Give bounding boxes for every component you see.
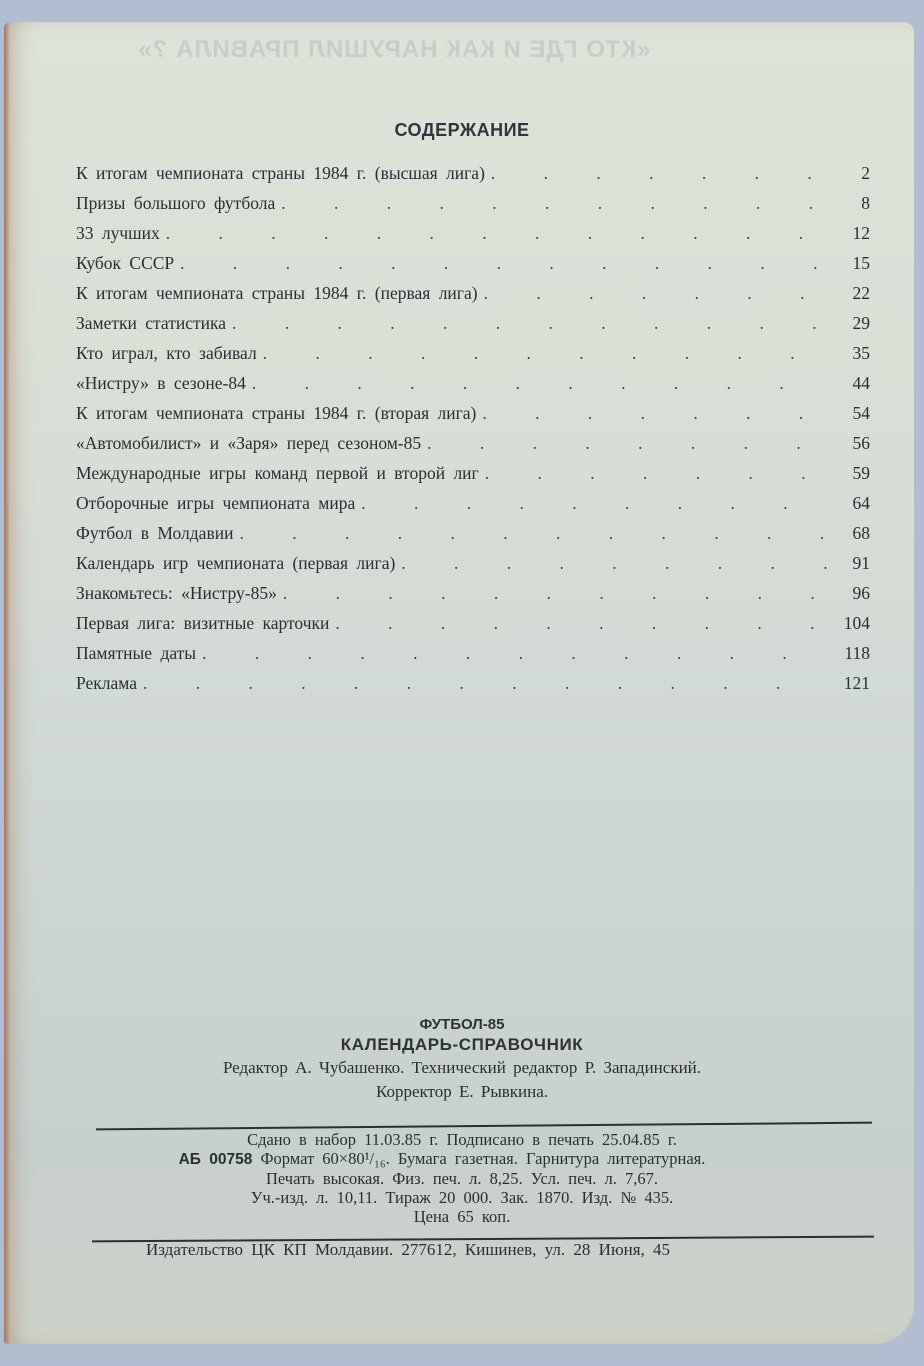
- toc-entry-page: 22: [852, 283, 870, 303]
- toc-entry-title: К итогам чемпионата страны 1984 г. (высшая лига): [76, 163, 485, 183]
- toc-entry: [76, 308, 870, 338]
- toc-entry: [76, 608, 870, 638]
- toc-entry: [76, 218, 870, 248]
- toc-entry-title: Календарь игр чемпионата (первая лига): [76, 553, 396, 573]
- toc-entry-title: Кубок СССР: [76, 253, 175, 273]
- dot-leader: [202, 638, 830, 668]
- toc-entry-title: Памятные даты: [76, 643, 197, 663]
- toc-entry: [76, 188, 870, 218]
- toc-entry-page: 56: [852, 433, 870, 453]
- dot-leader: [335, 608, 830, 638]
- dot-leader: [252, 368, 830, 398]
- toc-entry: [76, 278, 870, 308]
- toc-entry: [76, 578, 870, 608]
- toc-entry-page: 12: [852, 223, 870, 243]
- book-subtitle: КАЛЕНДАРЬ-СПРАВОЧНИК: [340, 1035, 584, 1054]
- toc-entry-page: 44: [852, 373, 870, 393]
- toc-entry-page: 64: [852, 493, 870, 513]
- toc-entry-title: К итогам чемпионата страны 1984 г. (первая лига): [76, 283, 478, 303]
- dot-leader: [361, 488, 830, 518]
- license-code: АБ 00758: [178, 1151, 253, 1168]
- print-specs: [0, 1130, 924, 1226]
- toc-entry: [76, 368, 870, 398]
- dot-leader: [427, 428, 830, 458]
- toc-entry-page: 54: [852, 403, 870, 423]
- toc-entry-title: К итогам чемпионата страны 1984 г. (вторая лига): [76, 403, 477, 423]
- editors-credit: Редактор А. Чубашенко. Технический редактор Р. Западинский.: [222, 1058, 702, 1077]
- typesetting-dates: Сдано в набор 11.03.85 г. Подписано в печать 25.04.85 г.: [247, 1130, 677, 1149]
- dot-leader: [281, 188, 830, 218]
- toc-entry: [76, 158, 870, 188]
- toc-entry-page: 8: [861, 193, 870, 213]
- toc-entry-title: «Автомобилист» и «Заря» перед сезоном-85: [76, 433, 422, 453]
- bleed-through-text: «КТО ГДЕ И КАК НАРУШИЛ ПРАВИЛА ?»: [137, 36, 651, 63]
- dot-leader: [263, 338, 830, 368]
- toc-entry-title: 33 лучших: [76, 223, 160, 243]
- dot-leader: [484, 278, 830, 308]
- toc-entry-title: Заметки статистика: [76, 313, 227, 333]
- dot-leader: [239, 518, 830, 548]
- format-details: Формат 60×80¹/₁₆. Бумага газетная. Гарнитура литературная.: [260, 1149, 706, 1168]
- toc-entry: [76, 248, 870, 278]
- proofreader-credit: Корректор Е. Рывкина.: [375, 1082, 549, 1101]
- dot-leader: [485, 458, 830, 488]
- print-sheets: Печать высокая. Физ. печ. л. 8,25. Усл. печ. л. 7,67.: [265, 1169, 659, 1188]
- imprint-block: [0, 1016, 924, 1104]
- dot-leader: [166, 218, 830, 248]
- toc-entry-page: 59: [852, 463, 870, 483]
- toc-entry-page: 15: [852, 253, 870, 273]
- toc-entry-page: 68: [852, 523, 870, 543]
- dot-leader: [180, 248, 830, 278]
- toc-entry: [76, 548, 870, 578]
- toc-entry-title: Футбол в Молдавии: [76, 523, 234, 543]
- print-run: Уч.-изд. л. 10,11. Тираж 20 000. Зак. 1870. Изд. № 435.: [250, 1188, 674, 1207]
- price: Цена 65 коп.: [413, 1207, 511, 1226]
- table-of-contents: [76, 158, 870, 698]
- toc-entry: [76, 428, 870, 458]
- format-line: [0, 1149, 924, 1169]
- dot-leader: [482, 398, 830, 428]
- toc-entry-title: Призы большого футбола: [76, 193, 276, 213]
- toc-entry-title: Знакомьтесь: «Нистру-85»: [76, 583, 277, 603]
- toc-entry-title: Реклама: [76, 673, 137, 693]
- toc-entry-title: Первая лига: визитные карточки: [76, 613, 330, 633]
- toc-entry-page: 121: [843, 673, 870, 693]
- toc-entry: [76, 638, 870, 668]
- dot-leader: [232, 308, 830, 338]
- dot-leader: [491, 158, 830, 188]
- dot-leader: [143, 668, 830, 698]
- toc-entry-page: 29: [852, 313, 870, 333]
- toc-entry-title: «Нистру» в сезоне-84: [76, 373, 246, 393]
- toc-entry-page: 2: [861, 163, 870, 183]
- book-title: ФУТБОЛ-85: [419, 1016, 505, 1033]
- toc-entry-title: Кто играл, кто забивал: [76, 343, 257, 363]
- toc-entry-page: 104: [843, 613, 870, 633]
- toc-entry: [76, 338, 870, 368]
- toc-entry-page: 91: [852, 553, 870, 573]
- dot-leader: [283, 578, 830, 608]
- toc-entry: [76, 398, 870, 428]
- toc-entry-page: 118: [844, 643, 870, 663]
- toc-entry: [76, 458, 870, 488]
- toc-entry-page: 96: [852, 583, 870, 603]
- toc-entry-title: Международные игры команд первой и второй лиг: [76, 463, 479, 483]
- toc-title: СОДЕРЖАНИЕ: [394, 120, 530, 140]
- toc-entry-title: Отборочные игры чемпионата мира: [76, 493, 356, 513]
- toc-entry: [76, 488, 870, 518]
- toc-entry: [76, 518, 870, 548]
- publisher-address: Издательство ЦК КП Молдавии. 277612, Кишинев, ул. 28 Июня, 45: [146, 1240, 671, 1259]
- toc-entry-page: 35: [852, 343, 870, 363]
- toc-entry: [76, 668, 870, 698]
- dot-leader: [401, 548, 830, 578]
